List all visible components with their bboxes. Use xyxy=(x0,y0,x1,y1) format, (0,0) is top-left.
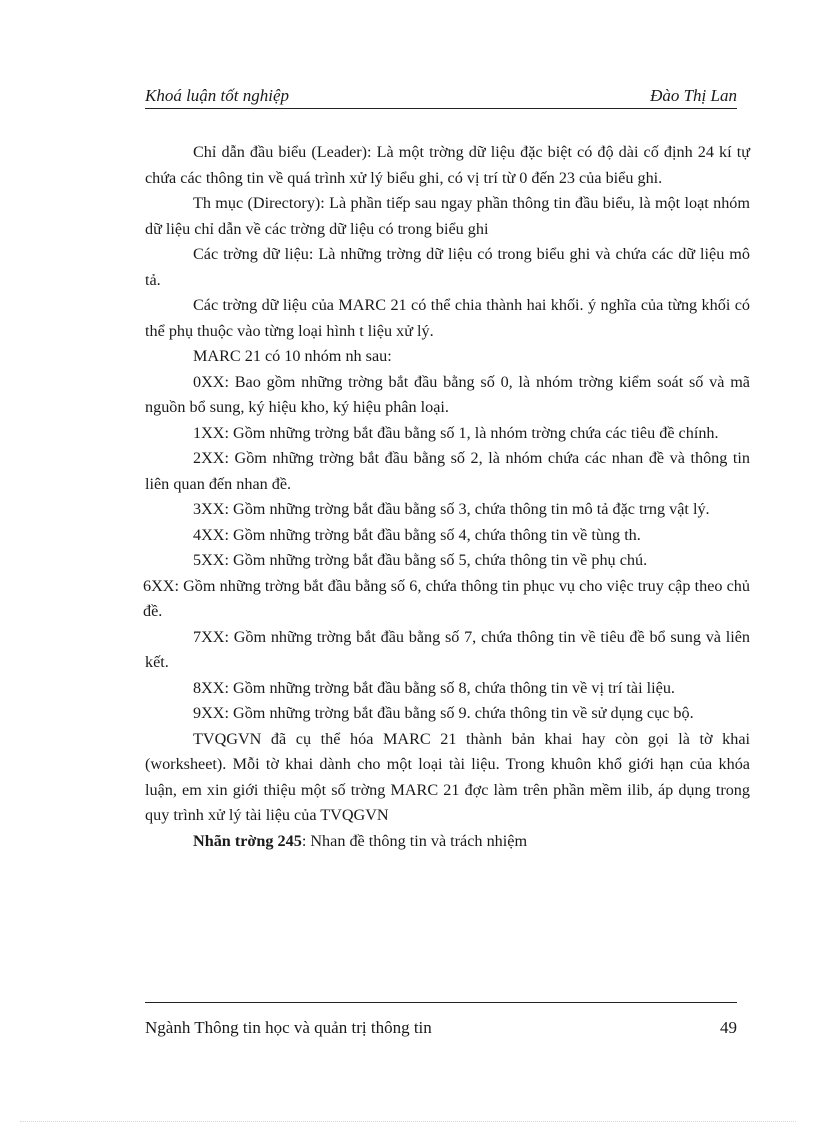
header-title: Khoá luận tốt nghiệp xyxy=(145,86,290,105)
paragraph-6xx: 6XX: Gồm những trờng bắt đầu bằng số 6, chứa thông tin phục vụ cho việc truy cập theo chủ đề. xyxy=(143,576,750,620)
page-footer xyxy=(145,1018,737,1042)
paragraph-0xx: 0XX: Bao gồm những trờng bắt đầu bằng số 0, là nhóm trờng kiểm soát số và mã nguồn bổ sung, ký hiệu kho, ký hiệu phân loại. xyxy=(145,372,750,416)
paragraph-groups-intro: MARC 21 có 10 nhóm nh sau: xyxy=(193,347,392,365)
paragraph-2xx: 2XX: Gồm những trờng bắt đầu bằng số 2, là nhóm chứa các nhan đề và thông tin liên quan đến nhan đề. xyxy=(145,449,750,493)
paragraph-4xx: 4XX: Gồm những trờng bắt đầu bằng số 4, chứa thông tin về tùng th. xyxy=(193,525,641,544)
page-header xyxy=(145,84,737,109)
paragraph-directory: Th mục (Directory): Là phần tiếp sau ngay phần thông tin đầu biểu, là một loạt nhóm dữ liệu chỉ dẫn về các trờng dữ liệu có trong biểu ghi xyxy=(145,194,750,238)
paragraph-5xx: 5XX: Gồm những trờng bắt đầu bằng số 5, chứa thông tin về phụ chú. xyxy=(193,551,648,569)
paragraph-blocks: Các trờng dữ liệu của MARC 21 có thể chia thành hai khối. ý nghĩa của từng khối có thể phụ thuộc vào từng loại hình t liệu xử lý. xyxy=(145,296,750,340)
paragraph-field-245 xyxy=(145,829,750,855)
footer-divider xyxy=(145,1002,737,1003)
page-edge-divider xyxy=(20,1121,796,1122)
field-245-description: : Nhan đề thông tin và trách nhiệm xyxy=(301,831,528,850)
page-number: 49 xyxy=(720,1018,737,1037)
paragraph-7xx: 7XX: Gồm những trờng bắt đầu bằng số 7, chứa thông tin về tiêu đề bổ sung và liên kết. xyxy=(145,627,750,671)
paragraph-8xx: 8XX: Gồm những trờng bắt đầu bằng số 8, chứa thông tin về vị trí tài liệu. xyxy=(193,678,675,697)
paragraph-1xx: 1XX: Gồm những trờng bắt đầu bằng số 1, là nhóm trờng chứa các tiêu đề chính. xyxy=(193,423,719,442)
document-body xyxy=(145,140,750,854)
header-author: Đào Thị Lan xyxy=(650,86,737,105)
field-245-label: Nhãn trờng 245 xyxy=(193,831,302,850)
paragraph-fields: Các trờng dữ liệu: Là những trờng dữ liệu có trong biểu ghi và chứa các dữ liệu mô tả. xyxy=(145,245,750,289)
footer-department: Ngành Thông tin học và quản trị thông tin xyxy=(145,1018,432,1037)
paragraph-leader: Chỉ dẫn đầu biểu (Leader): Là một trờng dữ liệu đặc biệt có độ dài cố định 24 kí tự chứa các thông tin về quá trình xử lý biểu ghi, có vị trí từ 0 đến 23 của biểu ghi. xyxy=(145,143,750,187)
paragraph-tvqgvn: TVQGVN đã cụ thể hóa MARC 21 thành bản khai hay còn gọi là tờ khai (worksheet). Mỗi tờ khai dành cho một loại tài liệu. Trong khuôn khổ giới hạn của khóa luận, em xin giới thiệu một số trờng MARC 21 đợc làm trên phần mềm ilib, áp dụng trong quy trình xử lý tài liệu của TVQGVN xyxy=(145,729,750,824)
paragraph-3xx: 3XX: Gồm những trờng bắt đầu bằng số 3, chứa thông tin mô tả đặc trng vật lý. xyxy=(193,500,710,518)
paragraph-9xx: 9XX: Gồm những trờng bắt đầu bằng số 9. chứa thông tin về sử dụng cục bộ. xyxy=(193,704,694,722)
